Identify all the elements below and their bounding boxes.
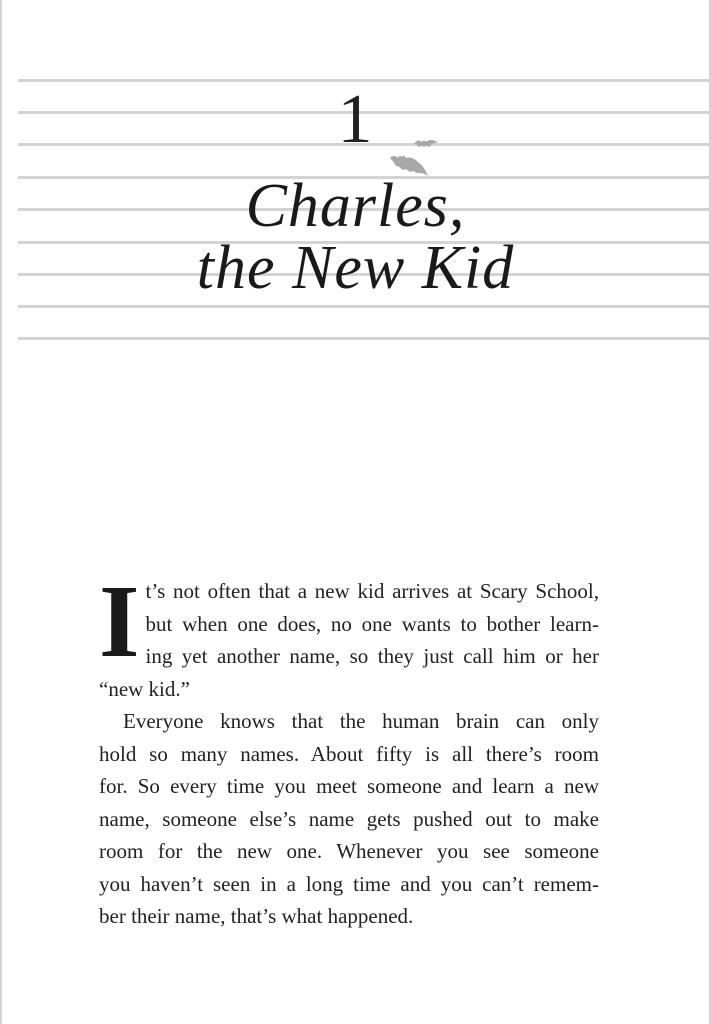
chapter-body [99,564,599,933]
text-line: you haven’t seen in a long time and you can’t remem- [99,871,599,896]
paragraph-2 [99,705,599,933]
paragraph-1 [99,564,599,705]
chapter-number: 1 [337,81,374,158]
chapter-title-line-1: Charles, [245,172,466,240]
text-line: ber their name, that’s what happened. [99,904,414,928]
chapter-title [0,172,711,302]
text-line: hold so many names. About fifty is all there’s room [99,741,599,766]
text-line: ing yet another name, so they just call him or her [145,644,599,668]
rule-line [18,337,711,340]
chapter-title-line-2: the New Kid [196,234,515,302]
text-line: name, someone else’s name gets pushed out to make [99,806,599,831]
text-line: room for the new one. Whenever you see someone [99,839,599,863]
text-line: for. So every time you meet someone and learn a new [99,774,599,798]
text-line: t’s not often that a new kid arrives at Scary School, [145,579,599,603]
rule-line [18,305,711,308]
text-line: “new kid.” [99,676,190,701]
drop-cap: I [99,564,140,679]
text-line: but when one does, no one wants to bother learn- [145,611,599,636]
text-line: Everyone knows that the human brain can only [123,709,599,733]
